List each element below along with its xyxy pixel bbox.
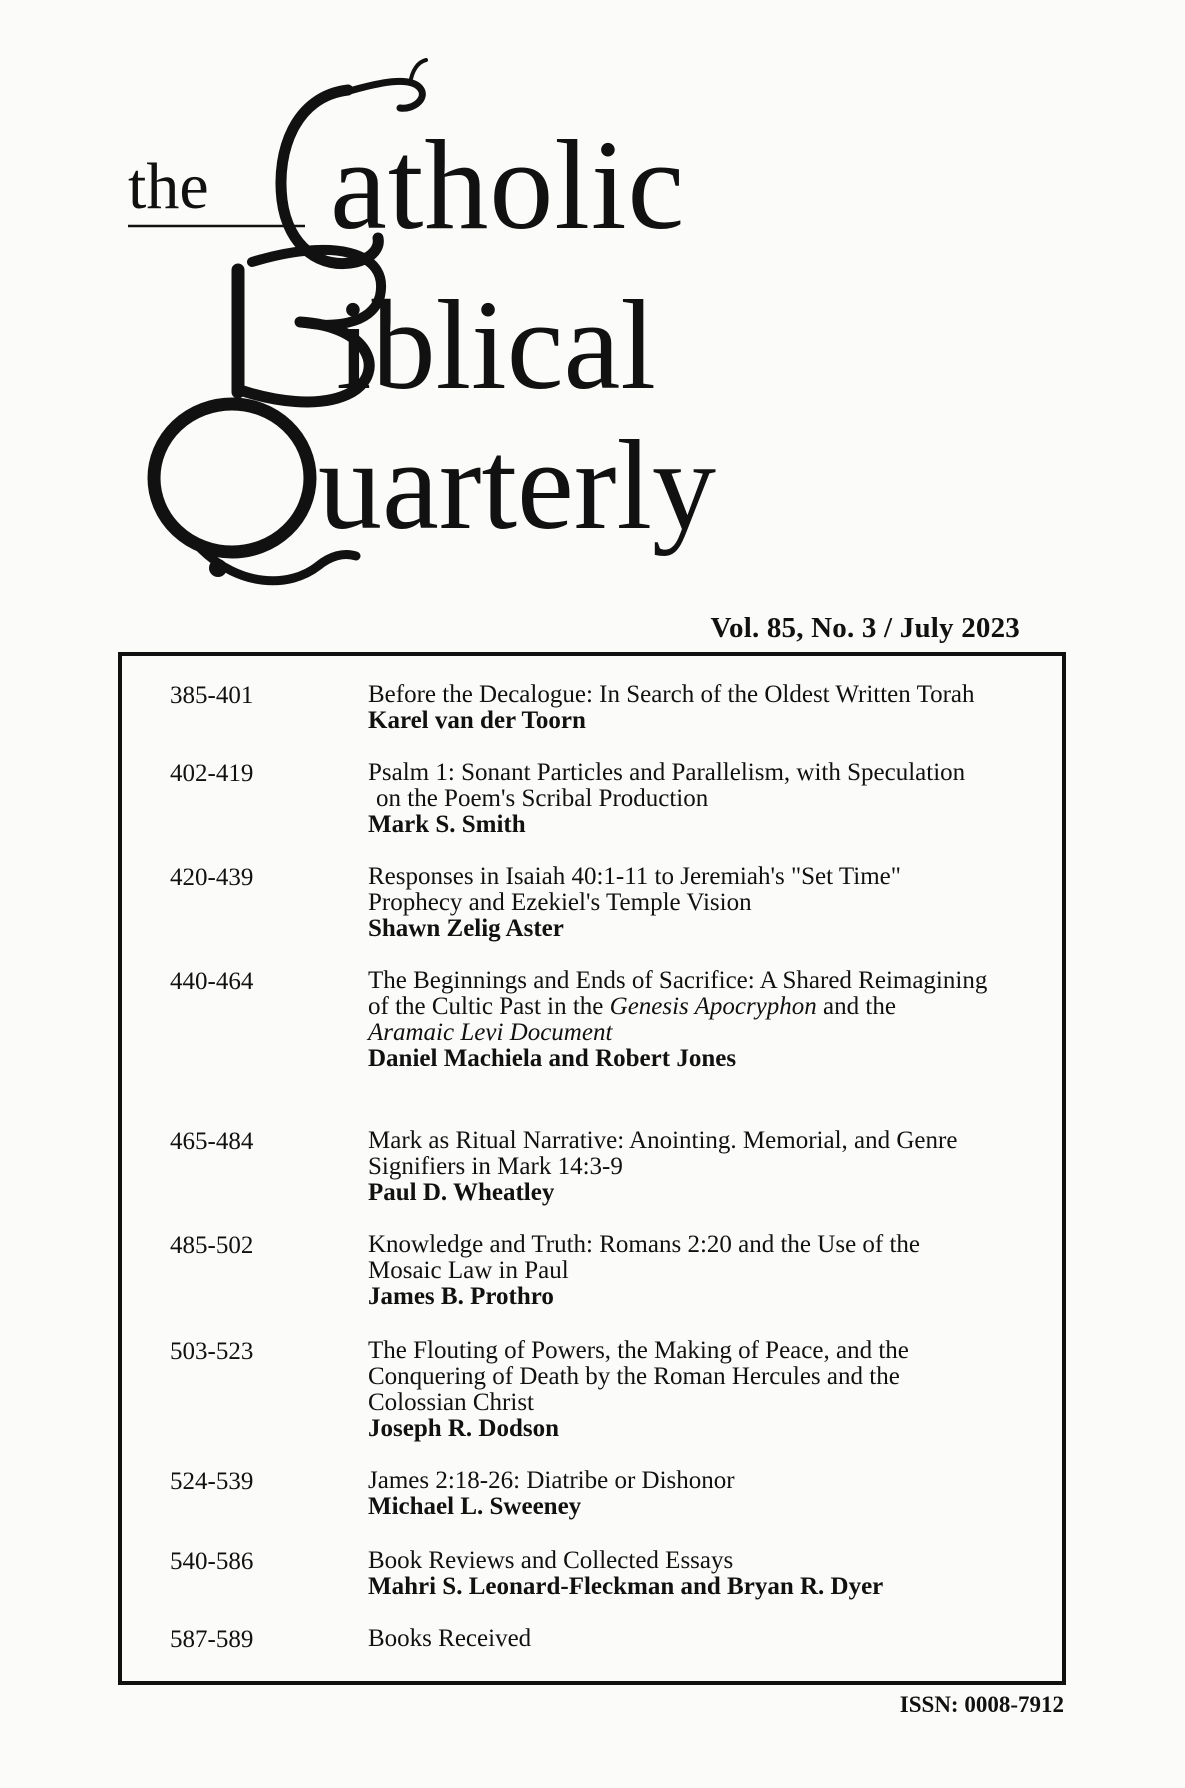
article-info: [368, 1338, 1048, 1442]
page-range: 420-439: [170, 864, 254, 891]
article-title: James 2:18-26: Diatribe or Dishonor: [368, 1467, 735, 1494]
article-title: Colossian Christ: [368, 1389, 534, 1416]
article-title: Psalm 1: Sonant Particles and Parallelism, with Speculation: [368, 759, 966, 786]
article-title: Signifiers in Mark 14:3-9: [368, 1153, 623, 1180]
title-biblical-visible: iblical: [336, 274, 656, 416]
page-range: 540-586: [170, 1548, 254, 1575]
page-range: 524-539: [170, 1468, 254, 1495]
page-range: 503-523: [170, 1338, 254, 1365]
article-title: The Beginnings and Ends of Sacrifice: A Shared Reimagining: [368, 967, 988, 994]
page-range: 440-464: [170, 968, 254, 995]
article-title: Conquering of Death by the Roman Hercules and the: [368, 1363, 900, 1390]
article-title: Book Reviews and Collected Essays: [368, 1547, 734, 1574]
page-range: 587-589: [170, 1626, 254, 1653]
article-author: Shawn Zelig Aster: [368, 915, 564, 942]
article-title: Aramaic Levi Document: [368, 1019, 613, 1046]
masthead-logo: [0, 0, 1185, 600]
article-info: [368, 1468, 1048, 1520]
article-info: [368, 864, 1048, 942]
article-info: [368, 968, 1048, 1072]
article-info: [368, 1626, 1048, 1652]
article-title: Responses in Isaiah 40:1-11 to Jeremiah's "Set Time": [368, 863, 901, 890]
article-info: [368, 1548, 1048, 1600]
article-title: Knowledge and Truth: Romans 2:20 and the Use of the: [368, 1231, 921, 1258]
article-info: [368, 1232, 1048, 1310]
article-title: Prophecy and Ezekiel's Temple Vision: [368, 889, 752, 916]
volume-issue-date: Vol. 85, No. 3 / July 2023: [710, 612, 1020, 644]
article-author: Karel van der Toorn: [368, 707, 586, 734]
article-info: [368, 760, 1048, 838]
article-info: [368, 1128, 1048, 1206]
article-title: Books Received: [368, 1625, 532, 1652]
initial-q-bowl: [154, 404, 310, 552]
article-author: Daniel Machiela and Robert Jones: [368, 1045, 737, 1072]
article-author: Michael L. Sweeney: [368, 1493, 582, 1520]
title-catholic-visible: atholic: [330, 114, 686, 256]
page-range: 402-419: [170, 760, 254, 787]
article-title: Before the Decalogue: In Search of the Oldest Written Torah: [368, 681, 975, 708]
table-of-contents: [118, 652, 1066, 1685]
title-the: the: [128, 150, 209, 223]
page-range: 465-484: [170, 1128, 254, 1155]
page-range: 385-401: [170, 682, 254, 709]
issn: ISSN: 0008-7912: [899, 1692, 1064, 1717]
title-quarterly-visible: uarterly: [318, 414, 716, 556]
article-title: The Flouting of Powers, the Making of Peace, and the: [368, 1337, 909, 1364]
article-author: Paul D. Wheatley: [368, 1179, 555, 1206]
article-title: of the Cultic Past in the Genesis Apocryphon and the: [368, 993, 896, 1020]
article-title: Mosaic Law in Paul: [368, 1257, 569, 1284]
article-title: on the Poem's Scribal Production: [376, 785, 709, 812]
article-title: Mark as Ritual Narrative: Anointing. Memorial, and Genre: [368, 1127, 958, 1154]
article-author: Mahri S. Leonard-Fleckman and Bryan R. Dyer: [368, 1573, 884, 1600]
page-range: 485-502: [170, 1232, 254, 1259]
article-author: Joseph R. Dodson: [368, 1415, 560, 1442]
masthead: [0, 0, 1185, 600]
article-author: James B. Prothro: [368, 1283, 554, 1310]
article-info: [368, 682, 1048, 734]
article-author: Mark S. Smith: [368, 811, 526, 838]
